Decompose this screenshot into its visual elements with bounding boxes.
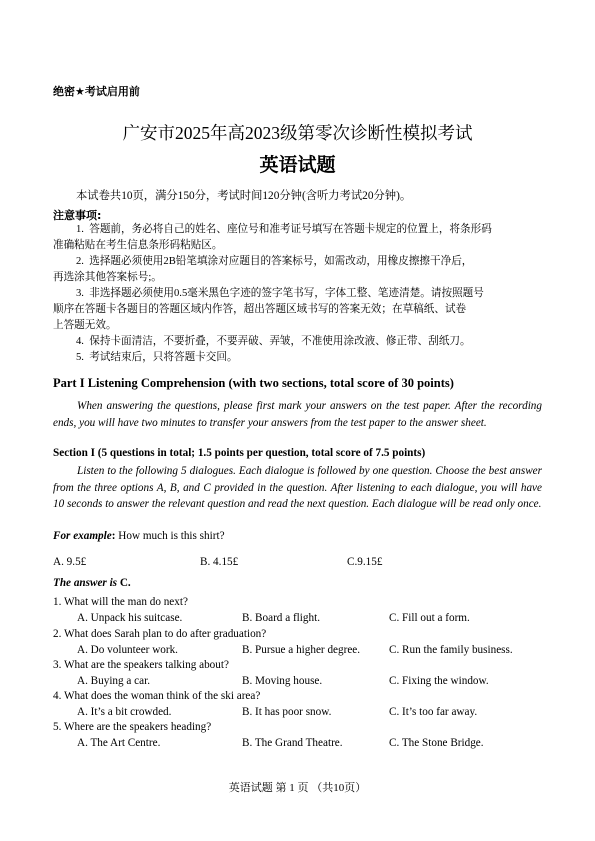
question: 4. What does the woman think of the ski area? [53,690,261,702]
note-line: 非选择题必须使用0.5毫米黑色字迹的签字笔书写，字体工整、笔迹清楚。请按照题号 [89,288,484,299]
note-line: 顺序在答题卡各题目的答题区域内作答，超出答题区域书写的答案无效；在草稿纸、试卷 [53,304,467,315]
example-option-b: B. 4.15£ [200,556,239,568]
example-colon: : [111,530,116,542]
option-a: A. Do volunteer work. [77,644,178,656]
option-c: C. Run the family business. [389,644,513,656]
option-a: A. The Art Centre. [77,737,161,749]
note-line: 考试结束后，只将答题卡交回。 [89,352,238,363]
note-line: 上答题无效。 [53,320,117,331]
page-footer: 英语试题 第 1 页 （共10页） [228,782,367,794]
example-question [53,530,225,542]
note-number: 4. [76,336,84,347]
note-line: 准确粘贴在考生信息条形码粘贴区。 [53,240,223,251]
option-c: C. Fixing the window. [389,675,489,687]
note-line: 答题前，务必将自己的姓名、座位号和准考证号填写在答题卡规定的位置上，将条形码 [89,224,492,235]
note-line: 选择题必须使用2B铅笔填涂对应题目的答案标号，如需改动，用橡皮擦擦干净后， [89,256,473,267]
note-item [76,222,546,239]
note-item [76,286,546,303]
option-c: C. It’s too far away. [389,706,478,718]
question: 1. What will the man do next? [53,596,188,608]
option-c: C. Fill out a form. [389,612,470,624]
part-instruction: When answering the questions, please first mark your answers on the test paper. After the recording ends, you will have two minutes to transfer your answers from the test paper to the answer sheet. [53,400,542,429]
option-b: B. It has poor snow. [242,706,332,718]
example-answer [53,577,131,589]
option-c: C. The Stone Bridge. [389,737,484,749]
example-option-a: A. 9.5£ [53,556,87,568]
exam-info: 本试卷共10页，满分150分，考试时间120分钟(含听力考试20分钟)。 [76,190,412,202]
option-b: B. Moving house. [242,675,323,687]
example-question-text: How much is this shirt? [118,530,225,542]
note-item [76,350,546,367]
note-line: 再选涂其他答案标号;。 [53,272,162,283]
section-title: Section I (5 questions in total; 1.5 points per question, total score of 7.5 points) [53,447,426,459]
question: 2. What does Sarah plan to do after graduation? [53,628,267,640]
option-b: B. The Grand Theatre. [242,737,343,749]
option-a: A. Buying a car. [77,675,151,687]
note-item [76,254,546,271]
exam-subject: 英语试题 [259,154,336,176]
question: 5. Where are the speakers heading? [53,721,212,733]
notes-heading: 注意事项: [53,209,102,222]
note-line: 保持卡面清洁，不要折叠，不要弄破、弄皱，不准使用涂改液、修正带、刮纸刀。 [89,336,471,347]
part-title: Part I Listening Comprehension (with two sections, total score of 30 points) [53,376,454,390]
example-label: For example [53,530,112,542]
section-instruction: Listen to the following 5 dialogues. Each dialogue is followed by one question. Choose the best answer from the three options A, B, and C provided in the question. After listening to each dialogue, you will have 10 seconds to answer the relevant question and read the next question. Each dialogue will be read only once. [53,465,542,510]
note-number: 1. [76,224,84,235]
example-option-c: C.9.15£ [347,556,383,568]
exam-title: 广安市2025年高2023级第零次诊断性模拟考试 [122,123,473,143]
answer-label: The answer is [53,577,120,589]
answer-value: C. [119,577,131,589]
option-a: A. It’s a bit crowded. [77,706,172,718]
option-b: B. Board a flight. [242,612,320,624]
note-number: 2. [76,256,84,267]
note-number: 5. [76,352,84,363]
option-b: B. Pursue a higher degree. [242,644,361,656]
note-item [76,334,546,351]
question: 3. What are the speakers talking about? [53,659,229,671]
confidential-label: 绝密★考试启用前 [53,85,140,98]
option-a: A. Unpack his suitcase. [77,612,183,624]
note-number: 3. [76,288,84,299]
